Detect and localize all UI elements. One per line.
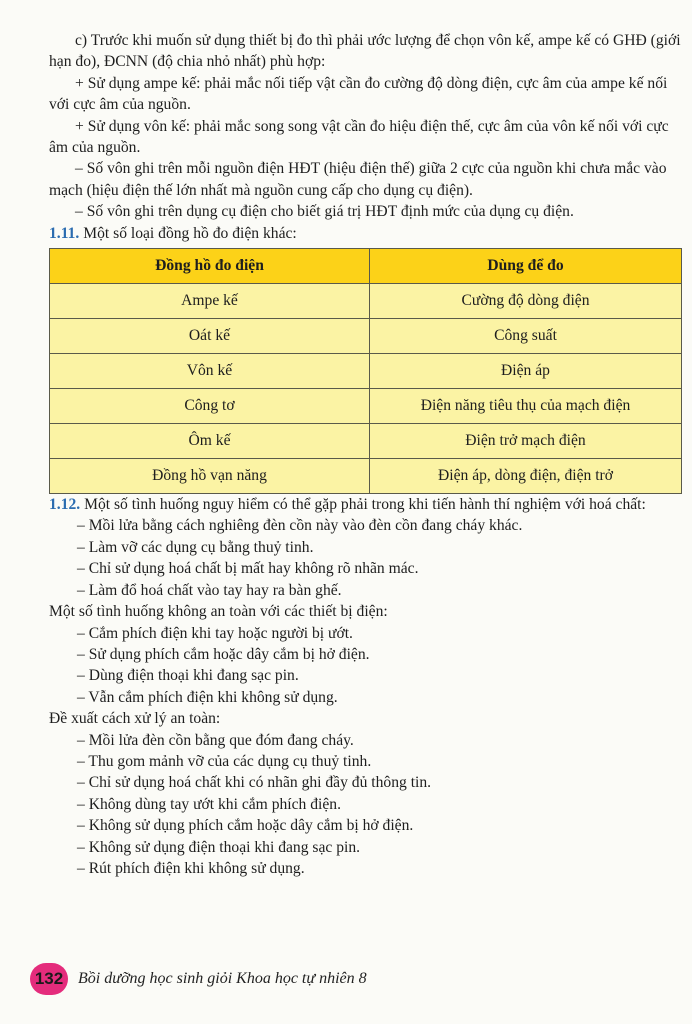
- table-cell-purpose: Cường độ dòng điện: [370, 284, 682, 319]
- list-item: – Không sử dụng phích cắm hoặc dây cắm bị hở điện.: [77, 817, 414, 835]
- table-cell-meter: Đồng hồ vạn năng: [50, 459, 370, 494]
- section-1-12-heading: [49, 494, 681, 515]
- table-row: [50, 424, 682, 459]
- section-1-11-heading: [49, 223, 681, 244]
- table-row: [50, 284, 682, 319]
- page-number-badge: 132: [30, 963, 68, 995]
- list-item: – Chỉ sử dụng hoá chất khi có nhãn ghi đầy đủ thông tin.: [77, 774, 432, 792]
- list-item: – Mồi lửa bằng cách nghiêng đèn cồn này vào đèn cồn đang cháy khác.: [77, 517, 523, 535]
- book-title: Bồi dưỡng học sinh giỏi Khoa học tự nhiên 8: [78, 970, 367, 987]
- electrical-hazards-heading: Một số tình huống không an toàn với các thiết bị điện:: [49, 603, 388, 621]
- page-footer: [30, 962, 367, 996]
- list-item: – Không sử dụng điện thoại khi đang sạc pin.: [77, 838, 361, 856]
- page-content: [49, 30, 681, 879]
- table-header-purpose: Dùng để đo: [370, 249, 682, 284]
- list-item: – Vẫn cắm phích điện khi không sử dụng.: [77, 688, 338, 706]
- table-row: [50, 354, 682, 389]
- list-item: – Làm đổ hoá chất vào tay hay ra bàn ghế.: [77, 581, 342, 599]
- list-item: – Cắm phích điện khi tay hoặc người bị ướt.: [77, 624, 353, 642]
- intro-paragraph-3: + Sử dụng vôn kế: phải mắc song song vật cần đo hiệu điện thế, cực âm của vôn kế nối với cực âm của nguồn.: [49, 117, 669, 157]
- table-cell-meter: Công tơ: [50, 389, 370, 424]
- table-cell-purpose: Điện áp, dòng điện, điện trở: [370, 459, 682, 494]
- table-cell-purpose: Điện năng tiêu thụ của mạch điện: [370, 389, 682, 424]
- table-cell-meter: Vôn kế: [50, 354, 370, 389]
- table-cell-meter: Ampe kế: [50, 284, 370, 319]
- list-item: – Chỉ sử dụng hoá chất bị mất hay không rõ nhãn mác.: [77, 560, 419, 578]
- list-item: – Mồi lửa đèn cồn bằng que đóm đang cháy.: [77, 731, 354, 749]
- section-1-12-title: Một số tình huống nguy hiểm có thể gặp phải trong khi tiến hành thí nghiệm với hoá chất:: [80, 496, 646, 514]
- intro-paragraph-4: – Số vôn ghi trên mỗi nguồn điện HĐT (hiệu điện thế) giữa 2 cực của nguồn khi chưa mắc vào mạch (hiệu điện thế lớn nhất mà nguồn cung cấp cho dụng cụ điện).: [49, 160, 667, 199]
- meters-table: [49, 248, 682, 494]
- intro-paragraph-1: c) Trước khi muốn sử dụng thiết bị đo thì phải ước lượng để chọn vôn kế, ampe kế có GHĐ (giới hạn đo), ĐCNN (độ chia nhỏ nhất) phù hợp:: [49, 32, 681, 71]
- section-1-11-title: Một số loại đồng hồ đo điện khác:: [79, 224, 297, 242]
- table-row: [50, 319, 682, 354]
- table-cell-purpose: Công suất: [370, 319, 682, 354]
- list-item: – Sử dụng phích cắm hoặc dây cắm bị hở điện.: [77, 645, 370, 663]
- safety-proposals-heading: Đề xuất cách xử lý an toàn:: [49, 710, 221, 728]
- table-row: [50, 459, 682, 494]
- table-cell-purpose: Điện trở mạch điện: [370, 424, 682, 459]
- table-cell-meter: Oát kế: [50, 319, 370, 354]
- table-header-row: [50, 249, 682, 284]
- table-cell-meter: Ôm kế: [50, 424, 370, 459]
- table-header-meter: Đồng hồ đo điện: [50, 249, 370, 284]
- list-item: – Dùng điện thoại khi đang sạc pin.: [77, 667, 299, 685]
- list-item: – Thu gom mảnh vỡ của các dụng cụ thuỷ tinh.: [77, 752, 372, 770]
- table-cell-purpose: Điện áp: [370, 354, 682, 389]
- list-item: – Rút phích điện khi không sử dụng.: [77, 859, 305, 877]
- list-item: – Không dùng tay ướt khi cắm phích điện.: [77, 795, 341, 813]
- section-1-12-number: 1.12.: [49, 496, 81, 514]
- intro-paragraph-2: + Sử dụng ampe kế: phải mắc nối tiếp vật cần đo cường độ dòng điện, cực âm của ampe kế nối với cực âm của nguồn.: [49, 74, 668, 114]
- table-row: [50, 389, 682, 424]
- section-1-11-number: 1.11.: [49, 224, 80, 242]
- intro-paragraph-5: – Số vôn ghi trên dụng cụ điện cho biết giá trị HĐT định mức của dụng cụ điện.: [75, 203, 574, 221]
- list-item: – Làm vỡ các dụng cụ bằng thuỷ tinh.: [77, 538, 314, 556]
